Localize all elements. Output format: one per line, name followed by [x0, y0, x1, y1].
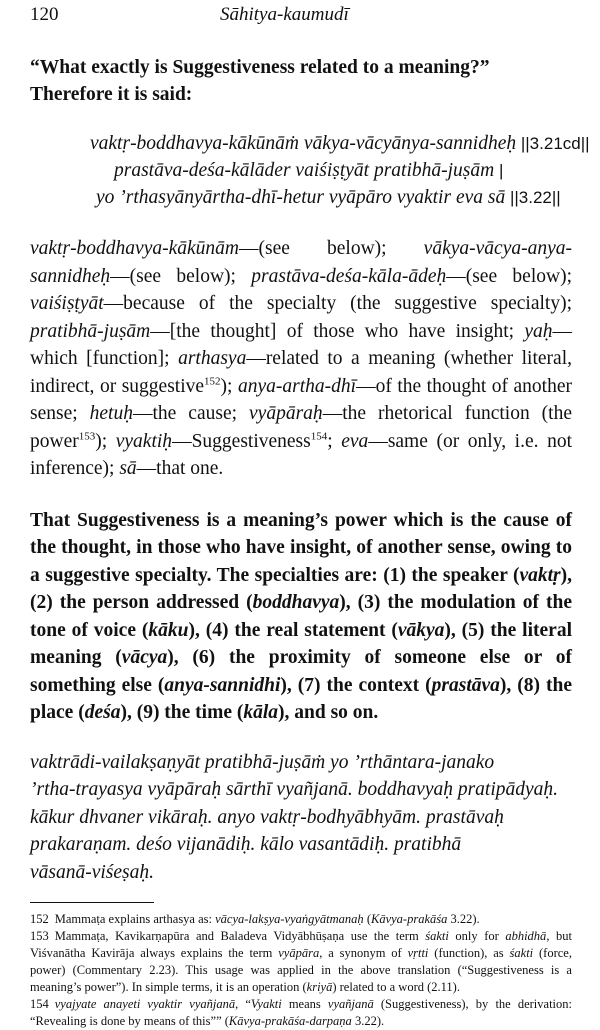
footnote-ref[interactable]: 152: [204, 375, 221, 387]
question-paragraph: “What exactly is Suggestiveness related to a meaning?” Therefore it is said:: [30, 57, 490, 105]
footnote-ref[interactable]: 154: [310, 430, 328, 442]
footnote-number: 154: [30, 997, 49, 1011]
verse-ref: ||3.22||: [505, 188, 561, 207]
page-header: [30, 0, 572, 34]
footnote-divider: [30, 902, 154, 903]
footnotes: [30, 911, 572, 1030]
footnote-ref[interactable]: 153: [78, 430, 96, 442]
commentary-line: vaktrādi-vailakṣaṇyāt pratibhā-juṣāṁ yo ’rthāntara-janako: [30, 751, 495, 773]
footnote-152: 152 Mammaṭa explains arthasya as: vācya-lakṣya-vyaṅgyātmanaḥ (Kāvya-prakāśa 3.22).: [30, 912, 480, 926]
footnote-number: 153: [30, 929, 49, 943]
verse-ref: ||3.21cd||: [516, 134, 590, 153]
footnote-153: 153 Mammaṭa, Kavikarṇapūra and Baladeva Vidyābhūṣaṇa use the term śakti only for abhidhā, but Viśvanātha Kavirāja always explains the term vyāpāra, a synonym of vṛtti (function), as śakti (force, power) (Commentary 2.23). This usage was applied in the above translation (“Suggestiveness is a meaning’s power”). In simple terms, it is an operation (kriyā) related to a word (2.11).: [30, 929, 572, 994]
commentary-line: ’rtha-trayasya vyāpāraḥ sārthī vyañjanā. boddhavyaḥ pratipādyaḥ.: [30, 779, 559, 800]
verse-line-2: prastāva-deśa-kālāder vaiśiṣṭyāt pratibhā-juṣām |: [114, 160, 504, 181]
commentary-line: prakaraṇam. deśo vijanādiḥ. kālo vasantādiḥ. pratibhā: [30, 834, 462, 855]
word-gloss-paragraph: vaktṛ-boddhavya-kākūnām—(see below); vākya-vācya-anya-sannidheḥ—(see below); prastāva-deśa-kāla-ādeḥ—(see below); vaiśiṣṭyāt—because of the specialty (the suggestive specialty); pratibhā-juṣām—[the thought] of those who have insight; yaḥ—which [function]; arthasya—related to a meaning (whether literal, indirect, or suggestive$^{152}$); anya-artha-dhī—of the thought of another sense; hetuḥ—the cause; vyāpāraḥ—the rhetorical function (the power$^{153}$); vyaktiḥ—Suggestiveness$^{154}$; eva—same (or only, i.e. not inference); sā—that one.: [30, 238, 573, 479]
verse-ref: |: [494, 161, 504, 180]
footnote-154: 154 vyajyate anayeti vyaktir vyañjanā, “Vyakti means vyañjanā (Suggestiveness), by the derivation: “Revealing is done by means of this”” (Kāvya-prakāśa-darpaṇa 3.22).: [30, 997, 572, 1028]
verse-line-3: yo ’rthasyānyārtha-dhī-hetur vyāpāro vyaktir eva sā ||3.22||: [96, 187, 561, 208]
verse-line-1: vaktṛ-boddhavya-kākūnāṁ vākya-vācyānya-sannidheḥ ||3.21cd||: [90, 133, 590, 154]
footnote-number: 152: [30, 912, 49, 926]
sanskrit-commentary: [30, 749, 572, 887]
running-title: Sāhitya-kaumudī: [220, 4, 349, 25]
commentary-line: vāsanā-viśeṣaḥ.: [30, 861, 155, 883]
commentary-line: kākur dhvaner vikāraḥ. anyo vaktṛ-bodhyābhyām. prastāvaḥ: [30, 806, 504, 828]
translation-paragraph: That Suggestiveness is a meaning’s power which is the cause of the thought, in those who have insight, of another sense, owing to a suggestive specialty. The specialties are: (1) the speaker (vaktṛ), (2) the person addressed (boddhavya), (3) the modulation of the tone of voice (kāku), (4) the real statement (vākya), (5) the literal meaning (vācya), (6) the proximity of someone else or of something else (anya-sannidhi), (7) the context (prastāva), (8) the place (deśa), (9) the time (kāla), and so on.: [30, 509, 572, 723]
page-number: 120: [30, 4, 59, 25]
verse-block: [30, 130, 590, 211]
